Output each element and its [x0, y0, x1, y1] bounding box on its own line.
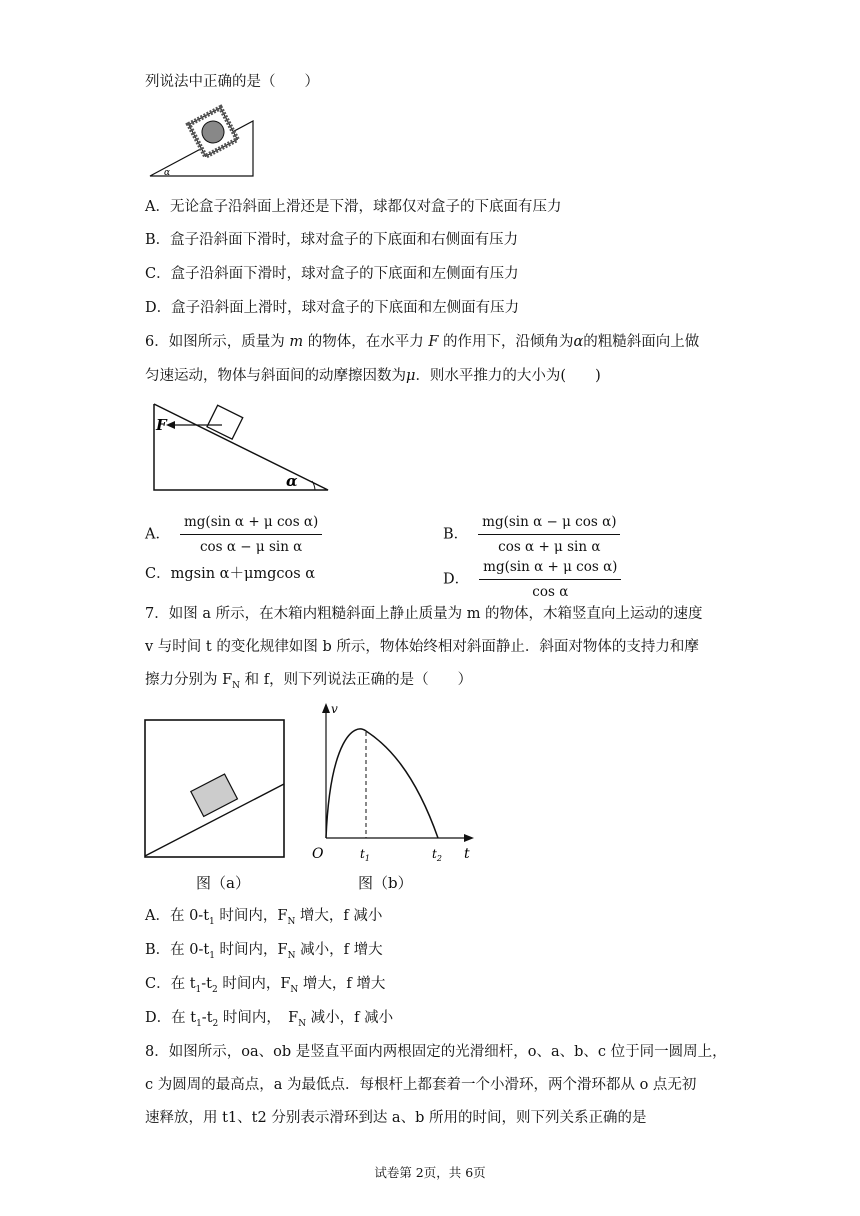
q7-option-d: D．在 $t_1-t_2$ 时间内， $F_N$ 减小，f 减小 [145, 1010, 394, 1029]
q7-tick-t1: $t_1$ [360, 847, 370, 863]
q6-stem-line2: 匀速运动，物体与斜面间的动摩擦因数为μ．则水平推力的大小为( ) [145, 368, 601, 384]
q8-stem-line2: c 为圆周的最高点，a 为最低点．每根杆上都套着一个小滑环，两个滑环都从 o 点无初 [145, 1077, 697, 1093]
q6-option-a: A． $\frac{\text{mg(sin α + μ cos α)}}{\text{cos α − μ sin α}}$ [145, 512, 322, 557]
q5-option-d: D．盒子沿斜面上滑时，球对盒子的下底面和左侧面有压力 [145, 300, 520, 316]
q6-incline-force-figure [150, 400, 335, 496]
q7-caption-a: 图（a） [196, 874, 250, 892]
q5-incline-box-figure [145, 104, 260, 180]
q7-figure-a-box [143, 718, 288, 860]
q5-option-a: A．无论盒子沿斜面上滑还是下滑，球都仅对盒子的下底面有压力 [145, 199, 562, 215]
q8-stem-line3: 速释放，用 t1、t2 分别表示滑环到达 a、b 所用的时间，则下列关系正确的是 [145, 1110, 647, 1126]
q6-option-b: B． $\frac{\text{mg(sin α − μ cos α)}}{\text{cos α + μ sin α}}$ [443, 512, 620, 557]
q5-option-c: C．盒子沿斜面下滑时，球对盒子的下底面和左侧面有压力 [145, 266, 519, 282]
q5-angle-label: α [164, 168, 171, 178]
q6-option-d: D． $\frac{\text{mg(sin α + μ cos α)}}{\text{cos α}}$ [443, 557, 621, 602]
page-footer: 试卷第 2页，共 6页 [374, 1165, 486, 1180]
q6-option-c: C．mgsin α＋μmgcos α [145, 566, 316, 582]
q5-option-b: B．盒子沿斜面下滑时，球对盒子的下底面和右侧面有压力 [145, 232, 519, 248]
q7-stem-line1: 7．如图 a 所示，在木箱内粗糙斜面上静止质量为 m 的物体，木箱竖直向上运动的速度 [145, 606, 703, 622]
q8-stem-line1: 8．如图所示，oa、ob 是竖直平面内两根固定的光滑细杆，o、a、b、c 位于同一圆周上， [145, 1044, 727, 1060]
q7-option-b: B．在 $0-t_1$ 时间内，$F_N$ 减小，f 增大 [145, 942, 383, 961]
q6-angle-label: α [286, 472, 298, 490]
q7-caption-b: 图（b） [358, 874, 413, 892]
q7-origin-label: O [312, 846, 324, 862]
q6-force-label: F [156, 416, 167, 434]
q7-axis-t-label: t [464, 846, 470, 862]
q7-option-a: A．在 $0-t_1$ 时间内，$F_N$ 增大，f 减小 [145, 908, 383, 927]
q7-figure-b-vt-graph [306, 700, 478, 870]
q7-axis-v-label: v [331, 702, 338, 716]
q5-stem-tail: 列说法中正确的是（ ） [145, 74, 319, 90]
q7-option-c: C．在 $t_1-t_2$ 时间内，$F_N$ 增大，f 增大 [145, 976, 386, 995]
q7-stem-line2: v 与时间 t 的变化规律如图 b 所示，物体始终相对斜面静止．斜面对物体的支持力和摩 [145, 639, 699, 655]
q7-stem-line3: 擦力分别为 $F_N$ 和 f，则下列说法正确的是（ ） [145, 672, 473, 691]
q7-tick-t2: $t_2$ [432, 847, 442, 863]
q6-stem-line1: 6．如图所示，质量为 m 的物体，在水平力 F 的作用下，沿倾角为α的粗糙斜面向上做 [145, 334, 700, 350]
